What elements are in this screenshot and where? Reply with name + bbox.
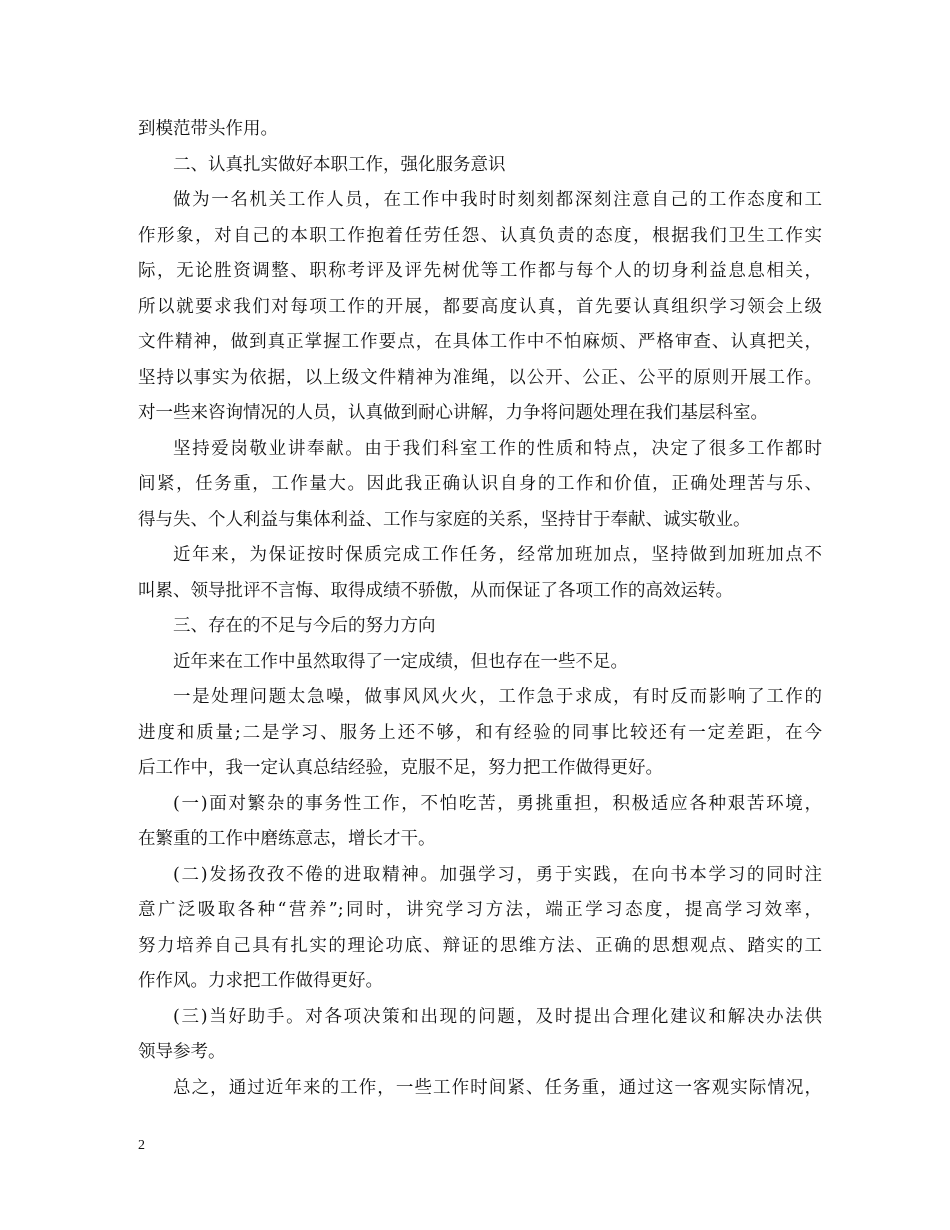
text-line: 文件精神，做到真正掌握工作要点，在具体工作中不怕麻烦、严格审查、认真把关， — [138, 332, 822, 352]
text-line: 努力培养自己具有扎实的理论功底、辩证的思维方法、正确的思想观点、踏实的工 — [138, 935, 822, 956]
text-line: 做为一名机关工作人员，在工作中我时时刻刻都深刻注意自己的工作态度和工 — [173, 190, 822, 210]
text-line: 总之，通过近年来的工作，一些工作时间紧、任务重，通过这一客观实际情况， — [173, 1077, 822, 1098]
text-line: (一)面对繁杂的事务性工作，不怕吃苦，勇挑重担，积极适应各种艰苦环境， — [173, 793, 822, 814]
text-line: 近年来，为保证按时保质完成工作任务，经常加班加点，坚持做到加班加点不 — [173, 545, 822, 565]
text-line: 进度和质量;二是学习、服务上还不够，和有经验的同事比较还有一定差距，在今 — [138, 722, 822, 743]
text-line: 坚持以事实为依据，以上级文件精神为准绳，以公开、公正、公平的原则开展工作。 — [138, 367, 822, 388]
body-text — [138, 112, 822, 1106]
text-line: 领导参考。 — [138, 1042, 226, 1062]
text-line: 三、存在的不足与今后的努力方向 — [173, 616, 436, 636]
text-line: 得与失、个人利益与集体利益、工作与家庭的关系，坚持甘于奉献、诚实敬业。 — [138, 509, 751, 530]
text-line: (二)发扬孜孜不倦的进取精神。加强学习，勇于实践，在向书本学习的同时注 — [173, 864, 822, 885]
text-line: 间紧，任务重，工作量大。因此我正确认识自身的工作和价值，正确处理苦与乐、 — [138, 474, 822, 494]
text-line: 一是处理问题太急噪，做事风风火火，工作急于求成，有时反而影响了工作的 — [173, 687, 822, 707]
text-line: 意广泛吸取各种“营养”;同时，讲究学习方法，端正学习态度，提高学习效率， — [138, 900, 822, 920]
text-line: 作形象，对自己的本职工作抱着任劳任怨、认真负责的态度，根据我们卫生工作实 — [138, 225, 822, 246]
text-line: (三)当好助手。对各项决策和出现的问题，及时提出合理化建议和解决办法供 — [173, 1006, 822, 1027]
text-line: 后工作中，我一定认真总结经验，克服不足，努力把工作做得更好。 — [138, 758, 663, 778]
text-line: 作作风。力求把工作做得更好。 — [138, 971, 383, 991]
text-line: 叫累、领导批评不言悔、取得成绩不骄傲，从而保证了各项工作的高效运转。 — [138, 580, 733, 601]
text-line: 到模范带头作用。 — [138, 119, 278, 139]
text-line: 对一些来咨询情况的人员，认真做到耐心讲解，力争将问题处理在我们基层科室。 — [138, 403, 768, 423]
text-line: 二、认真扎实做好本职工作，强化服务意识 — [173, 154, 506, 175]
page-number: 2 — [138, 1138, 145, 1153]
text-line: 坚持爱岗敬业讲奉献。由于我们科室工作的性质和特点，决定了很多工作都时 — [173, 438, 822, 459]
text-line: 所以就要求我们对每项工作的开展，都要高度认真，首先要认真组织学习领会上级 — [138, 296, 822, 317]
text-line: 在繁重的工作中磨练意志，增长才干。 — [138, 829, 436, 849]
text-line: 际，无论胜资调整、职称考评及评先树优等工作都与每个人的切身利益息息相关， — [138, 261, 822, 281]
text-line: 近年来在工作中虽然取得了一定成绩，但也存在一些不足。 — [173, 651, 628, 672]
